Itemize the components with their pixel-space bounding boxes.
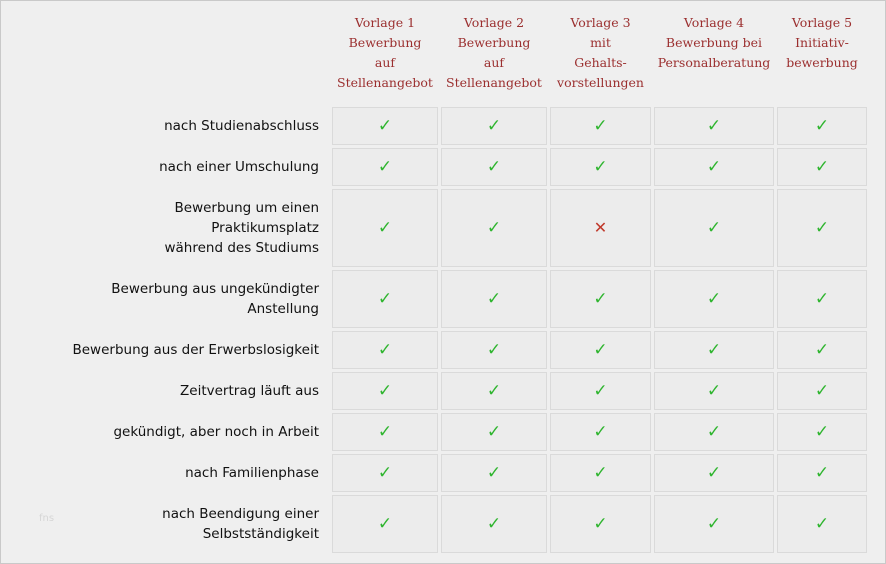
table-cell xyxy=(777,148,867,186)
table-cell xyxy=(654,454,774,492)
table-cell xyxy=(550,495,651,553)
column-header-vorlage-4: Vorlage 4 Bewerbung bei Personalberatung xyxy=(657,15,771,70)
row-label: nach Beendigung einer Selbstständigkeit xyxy=(162,506,319,542)
check-icon: ✓ xyxy=(706,514,722,534)
column-header-vorlage-1: Vorlage 1 Bewerbung auf Stellenangebot xyxy=(337,15,433,90)
table-cell xyxy=(332,495,438,553)
table-cell xyxy=(654,372,774,410)
table-cell xyxy=(654,107,774,145)
table-row xyxy=(4,454,867,492)
table-cell xyxy=(777,413,867,451)
check-icon: ✓ xyxy=(486,514,502,534)
check-icon: ✓ xyxy=(593,381,608,401)
table-cell xyxy=(550,107,651,145)
table-cell xyxy=(550,270,651,328)
check-icon: ✓ xyxy=(593,340,608,360)
table-row xyxy=(4,107,867,145)
table-cell xyxy=(332,454,438,492)
table-cell xyxy=(654,413,774,451)
table-cell xyxy=(777,107,867,145)
cross-icon: ✕ xyxy=(593,218,608,237)
table-cell xyxy=(332,331,438,369)
header-corner xyxy=(4,11,329,104)
comparison-table xyxy=(1,8,870,556)
check-icon: ✓ xyxy=(486,422,502,442)
check-icon: ✓ xyxy=(486,463,502,483)
check-icon: ✓ xyxy=(706,422,722,442)
check-icon: ✓ xyxy=(377,157,393,177)
column-header-vorlage-3: Vorlage 3 mit Gehalts- vorstellungen xyxy=(557,15,644,90)
table-cell xyxy=(777,454,867,492)
table-cell xyxy=(654,270,774,328)
table-row xyxy=(4,148,867,186)
table-row xyxy=(4,413,867,451)
table-cell xyxy=(777,189,867,267)
check-icon: ✓ xyxy=(593,116,608,136)
table-row xyxy=(4,270,867,328)
check-icon: ✓ xyxy=(814,157,830,177)
table-cell xyxy=(550,454,651,492)
table-cell xyxy=(332,270,438,328)
check-icon: ✓ xyxy=(706,218,722,238)
check-icon: ✓ xyxy=(377,218,393,238)
check-icon: ✓ xyxy=(706,340,722,360)
table-cell xyxy=(441,270,547,328)
watermark-text: fns xyxy=(39,513,55,524)
table-cell xyxy=(441,495,547,553)
table-cell xyxy=(550,331,651,369)
table-cell xyxy=(654,148,774,186)
table-cell xyxy=(654,189,774,267)
table-cell xyxy=(777,270,867,328)
check-icon: ✓ xyxy=(814,116,830,136)
table-cell xyxy=(550,413,651,451)
table-cell xyxy=(654,495,774,553)
check-icon: ✓ xyxy=(814,422,830,442)
check-icon: ✓ xyxy=(593,157,608,177)
table-cell xyxy=(332,107,438,145)
table-cell xyxy=(550,372,651,410)
row-label: Bewerbung um einen Praktikumsplatz während des Studiums xyxy=(164,200,319,256)
check-icon: ✓ xyxy=(377,381,393,401)
check-icon: ✓ xyxy=(377,422,393,442)
row-label: Bewerbung aus der Erwerbslosigkeit xyxy=(72,342,319,358)
table-cell xyxy=(441,148,547,186)
check-icon: ✓ xyxy=(814,340,830,360)
table-cell xyxy=(441,372,547,410)
header-row xyxy=(4,11,867,104)
check-icon: ✓ xyxy=(706,381,722,401)
row-label: nach einer Umschulung xyxy=(159,159,319,175)
check-icon: ✓ xyxy=(486,116,502,136)
check-icon: ✓ xyxy=(486,340,502,360)
table-cell xyxy=(550,189,651,267)
check-icon: ✓ xyxy=(486,289,502,309)
check-icon: ✓ xyxy=(593,463,608,483)
check-icon: ✓ xyxy=(486,157,502,177)
table-cell xyxy=(777,331,867,369)
table-cell xyxy=(777,495,867,553)
row-label: nach Familienphase xyxy=(185,465,319,481)
check-icon: ✓ xyxy=(377,116,393,136)
table-cell xyxy=(332,148,438,186)
check-icon: ✓ xyxy=(814,218,830,238)
table-cell xyxy=(441,189,547,267)
row-label: Bewerbung aus ungekündigter Anstellung xyxy=(111,281,319,317)
table-body xyxy=(4,107,867,553)
check-icon: ✓ xyxy=(814,289,830,309)
table-cell xyxy=(441,331,547,369)
check-icon: ✓ xyxy=(814,463,830,483)
table-cell xyxy=(441,413,547,451)
check-icon: ✓ xyxy=(377,289,393,309)
check-icon: ✓ xyxy=(593,289,608,309)
table-cell xyxy=(332,372,438,410)
table-cell xyxy=(332,189,438,267)
row-label: nach Studienabschluss xyxy=(164,118,319,134)
table-cell xyxy=(550,148,651,186)
table-row xyxy=(4,372,867,410)
check-icon: ✓ xyxy=(593,514,608,534)
column-header-vorlage-5: Vorlage 5 Initiativ- bewerbung xyxy=(786,15,858,70)
check-icon: ✓ xyxy=(814,381,830,401)
check-icon: ✓ xyxy=(486,381,502,401)
row-label: gekündigt, aber noch in Arbeit xyxy=(113,424,319,440)
table-row xyxy=(4,189,867,267)
column-header-vorlage-2: Vorlage 2 Bewerbung auf Stellenangebot xyxy=(446,15,542,90)
table-cell xyxy=(441,107,547,145)
check-icon: ✓ xyxy=(377,340,393,360)
check-icon: ✓ xyxy=(377,463,393,483)
check-icon: ✓ xyxy=(706,463,722,483)
check-icon: ✓ xyxy=(706,116,722,136)
check-icon: ✓ xyxy=(706,289,722,309)
table-cell xyxy=(654,331,774,369)
table-cell xyxy=(441,454,547,492)
check-icon: ✓ xyxy=(486,218,502,238)
table-cell xyxy=(777,372,867,410)
check-icon: ✓ xyxy=(706,157,722,177)
table-row xyxy=(4,495,867,553)
row-label: Zeitvertrag läuft aus xyxy=(180,383,319,399)
table-cell xyxy=(332,413,438,451)
table-row xyxy=(4,331,867,369)
check-icon: ✓ xyxy=(814,514,830,534)
check-icon: ✓ xyxy=(593,422,608,442)
check-icon: ✓ xyxy=(377,514,393,534)
